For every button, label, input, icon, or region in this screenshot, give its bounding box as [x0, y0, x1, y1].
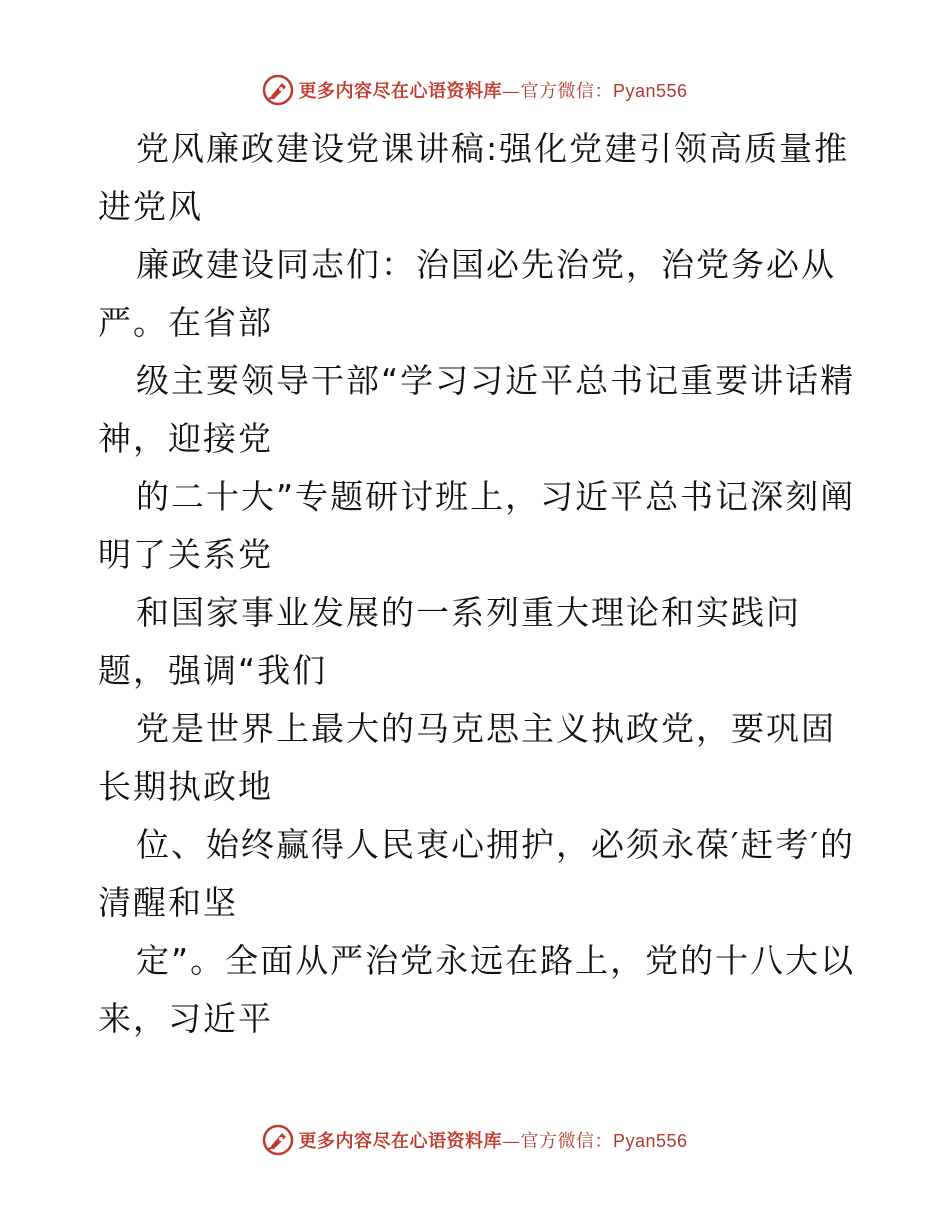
paragraph-1: 党风廉政建设党课讲稿:强化党建引领高质量推进党风 — [98, 129, 850, 226]
banner-text — [298, 77, 687, 103]
banner-wechat: 官方微信：Pyan556 — [520, 81, 688, 101]
paragraph-3: 级主要领导干部“学习习近平总书记重要讲话精神，迎接党 — [98, 361, 856, 458]
pen-nib-logo-icon — [262, 1124, 294, 1156]
paragraph-2: 廉政建设同志们：治国必先治党，治党务必从严。在省部 — [98, 245, 836, 342]
paragraph-5: 和国家事业发展的一系列重大理论和实践问题，强调“我们 — [98, 593, 801, 690]
paragraph-4: 的二十大”专题研讨班上，习近平总书记深刻阐明了关系党 — [98, 477, 856, 574]
footer-banner — [0, 1120, 950, 1160]
document-body — [98, 120, 858, 1048]
pen-nib-logo-icon — [262, 74, 294, 106]
banner-title: 更多内容尽在心语资料库 — [298, 81, 502, 102]
banner-text — [298, 1127, 687, 1153]
banner-title: 更多内容尽在心语资料库 — [298, 1131, 502, 1152]
banner-wechat: 官方微信：Pyan556 — [520, 1131, 688, 1151]
paragraph-8: 定”。全面从严治党永远在路上，党的十八大以来，习近平 — [98, 941, 856, 1038]
header-banner — [0, 70, 950, 110]
paragraph-7: 位、始终赢得人民衷心拥护，必须永葆′赶考′的清醒和坚 — [98, 825, 855, 922]
paragraph-6: 党是世界上最大的马克思主义执政党，要巩固长期执政地 — [98, 709, 836, 806]
banner-dash: — — [501, 81, 521, 102]
banner-dash: — — [501, 1131, 521, 1152]
